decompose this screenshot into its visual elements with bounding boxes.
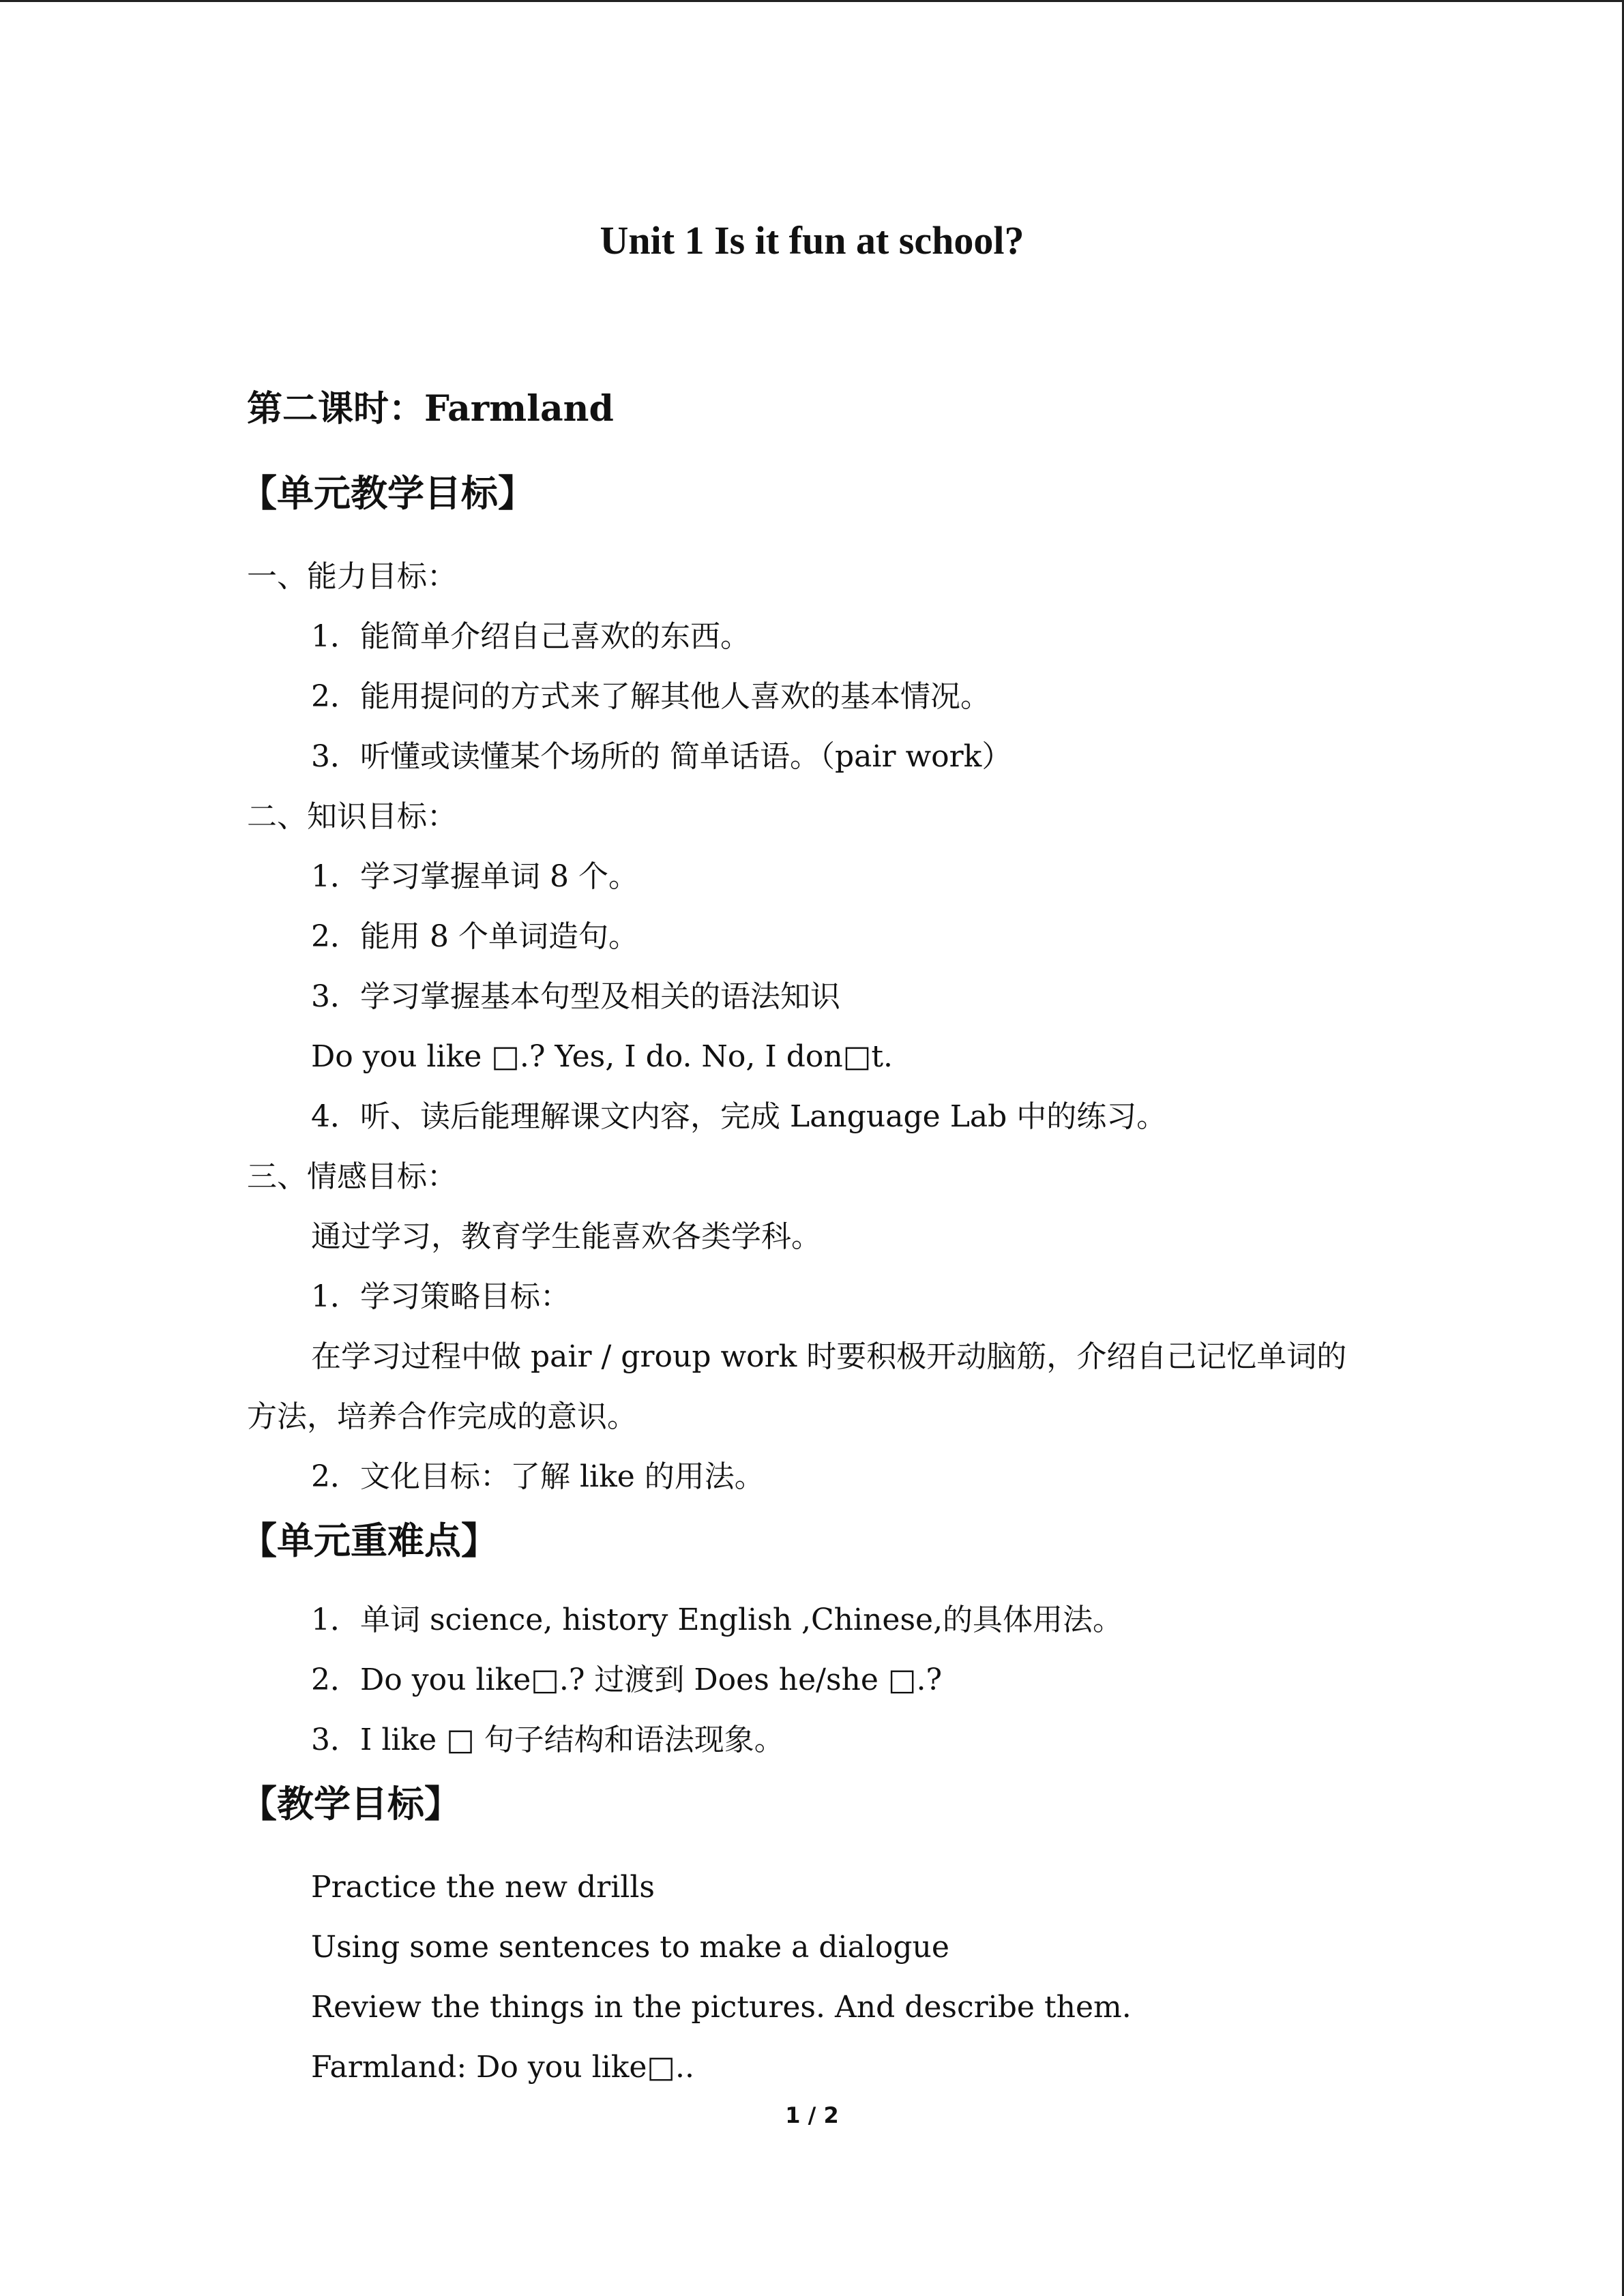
lesson-heading: 第二课时：Farmland bbox=[247, 388, 614, 430]
knowledge-example-sentence: Do you like □.? Yes, I do. No, I don□t. bbox=[311, 1039, 893, 1074]
knowledge-item: 3．学习掌握基本句型及相关的语法知识 bbox=[311, 979, 840, 1014]
emotion-item: 通过学习，教育学生能喜欢各类学科。 bbox=[311, 1219, 821, 1254]
teaching-item: Review the things in the pictures. And describe them. bbox=[311, 1990, 1132, 2025]
document-title: Unit 1 Is it fun at school? bbox=[600, 218, 1024, 263]
emotion-item: 1．学习策略目标： bbox=[311, 1279, 570, 1314]
emotion-heading: 三、情感目标： bbox=[247, 1159, 457, 1194]
ability-item: 3．听懂或读懂某个场所的 简单话语。（pair work） bbox=[311, 739, 1012, 774]
keypoint-item: 3．I like □ 句子结构和语法现象。 bbox=[311, 1723, 784, 1757]
knowledge-item: 1．学习掌握单词 8 个。 bbox=[311, 859, 638, 894]
emotion-item: 在学习过程中做 pair / group work 时要积极开动脑筋，介绍自己记忆单词的 bbox=[311, 1339, 1347, 1374]
teaching-item: Practice the new drills bbox=[311, 1870, 655, 1905]
ability-item: 2．能用提问的方式来了解其他人喜欢的基本情况。 bbox=[311, 679, 990, 714]
ability-item: 1．能简单介绍自己喜欢的东西。 bbox=[311, 619, 750, 654]
teaching-item: Farmland: Do you like□.. bbox=[311, 2050, 694, 2085]
keypoint-item: 2．Do you like□.? 过渡到 Does he/she □.? bbox=[311, 1663, 943, 1697]
section-heading-teaching-goals: 【教学目标】 bbox=[240, 1782, 461, 1825]
ability-heading: 一、能力目标： bbox=[247, 559, 457, 594]
page-number: 1 / 2 bbox=[785, 2102, 839, 2128]
teaching-item: Using some sentences to make a dialogue bbox=[311, 1930, 949, 1965]
section-heading-unit-goals: 【单元教学目标】 bbox=[240, 471, 535, 515]
section-heading-unit-keypoints: 【单元重难点】 bbox=[240, 1519, 498, 1562]
emotion-item: 2．文化目标：了解 like 的用法。 bbox=[311, 1459, 765, 1494]
knowledge-item: 2．能用 8 个单词造句。 bbox=[311, 919, 638, 954]
emotion-item-continued: 方法，培养合作完成的意识。 bbox=[247, 1399, 637, 1434]
keypoint-item: 1．单词 science, history English ,Chinese,的具体用法。 bbox=[311, 1602, 1123, 1637]
knowledge-heading: 二、知识目标： bbox=[247, 799, 457, 834]
knowledge-item: 4．听、读后能理解课文内容，完成 Language Lab 中的练习。 bbox=[311, 1099, 1167, 1134]
